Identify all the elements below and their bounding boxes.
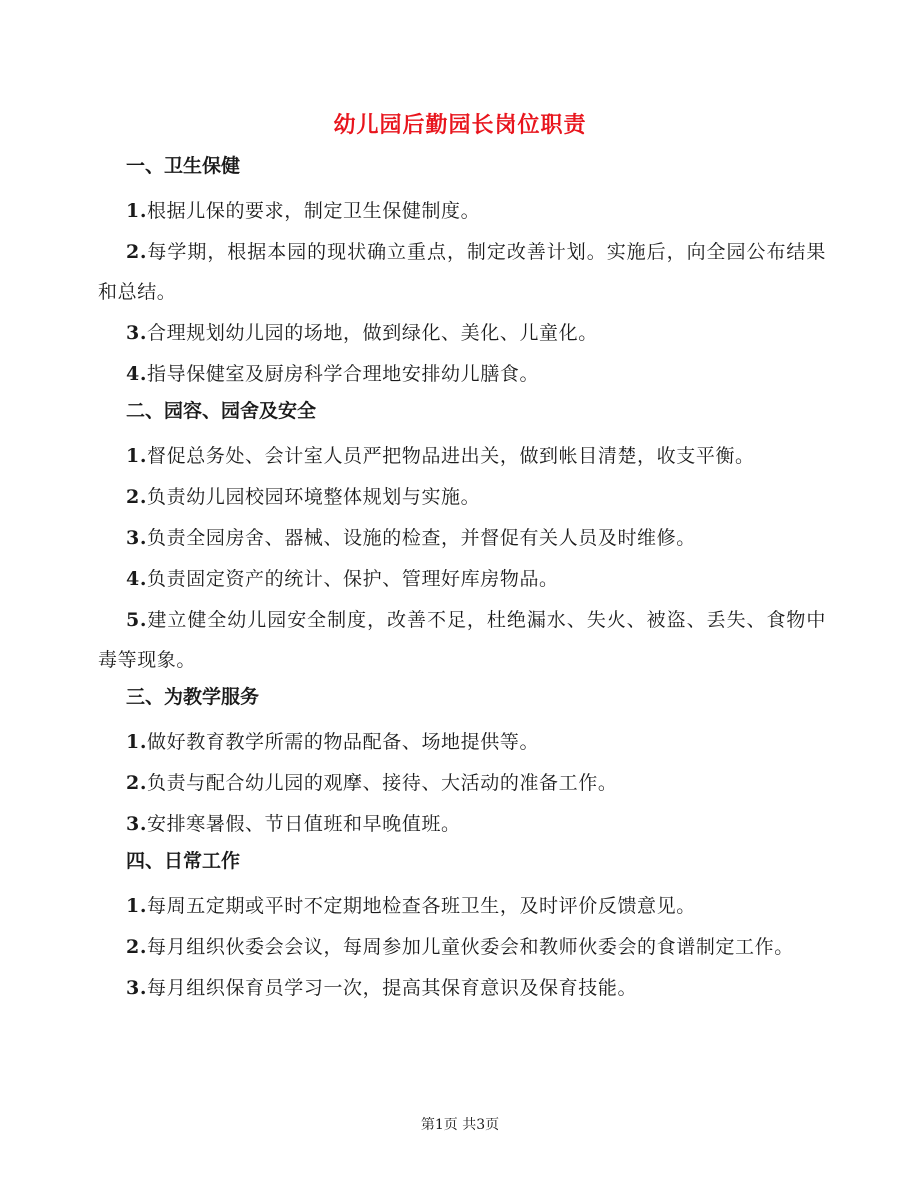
list-item xyxy=(98,559,826,599)
item-number: 3. xyxy=(126,322,148,344)
list-item xyxy=(98,477,826,517)
section-heading-teaching-service: 三、为教学服务 xyxy=(126,686,260,708)
list-item xyxy=(98,600,826,680)
list-item xyxy=(98,232,826,312)
item-text: 根据儿保的要求，制定卫生保健制度。 xyxy=(147,200,481,222)
section-heading-facilities-safety: 二、园容、园舍及安全 xyxy=(126,400,317,422)
item-text: 安排寒暑假、节日值班和早晚值班。 xyxy=(147,813,461,835)
item-text: 负责与配合幼儿园的观摩、接待、大活动的准备工作。 xyxy=(147,772,618,794)
list-item xyxy=(98,722,826,762)
list-item xyxy=(98,191,826,231)
item-text: 指导保健室及厨房科学合理地安排幼儿膳食。 xyxy=(147,363,540,385)
item-number: 2. xyxy=(126,241,148,263)
item-number: 4. xyxy=(126,363,148,385)
item-number: 1. xyxy=(126,895,148,917)
item-number: 2. xyxy=(126,486,148,508)
item-text: 负责全园房舍、器械、设施的检查，并督促有关人员及时维修。 xyxy=(147,527,696,549)
page-title: 幼儿园后勤园长岗位职责 xyxy=(333,112,587,138)
item-text: 做好教育教学所需的物品配备、场地提供等。 xyxy=(147,731,540,753)
item-text: 负责幼儿园校园环境整体规划与实施。 xyxy=(147,486,481,508)
item-number: 3. xyxy=(126,813,148,835)
item-number: 1. xyxy=(126,445,148,467)
list-item xyxy=(98,927,826,967)
item-text: 每学期，根据本园的现状确立重点，制定改善计划。实施后，向全园公布结果和总结。 xyxy=(98,241,826,303)
item-number: 2. xyxy=(126,772,148,794)
item-number: 3. xyxy=(126,527,148,549)
item-number: 5. xyxy=(126,609,148,631)
item-text: 每月组织保育员学习一次，提高其保育意识及保育技能。 xyxy=(147,977,638,999)
item-text: 负责固定资产的统计、保护、管理好库房物品。 xyxy=(147,568,559,590)
item-text: 每周五定期或平时不定期地检查各班卫生，及时评价反馈意见。 xyxy=(147,895,696,917)
list-item xyxy=(98,436,826,476)
item-number: 1. xyxy=(126,731,148,753)
item-number: 2. xyxy=(126,936,148,958)
list-item xyxy=(98,886,826,926)
list-item xyxy=(98,763,826,803)
item-text: 督促总务处、会计室人员严把物品进出关，做到帐目清楚，收支平衡。 xyxy=(147,445,755,467)
list-item xyxy=(98,968,826,1008)
item-text: 合理规划幼儿园的场地，做到绿化、美化、儿童化。 xyxy=(147,322,598,344)
section-heading-hygiene: 一、卫生保健 xyxy=(126,155,241,177)
list-item xyxy=(98,518,826,558)
page-footer: 第1页 共3页 xyxy=(420,1117,500,1133)
list-item xyxy=(98,354,826,394)
list-item xyxy=(98,313,826,353)
section-heading-daily-work: 四、日常工作 xyxy=(126,850,241,872)
item-text: 每月组织伙委会会议，每周参加儿童伙委会和教师伙委会的食谱制定工作。 xyxy=(147,936,794,958)
document-body xyxy=(98,150,826,1009)
item-text: 建立健全幼儿园安全制度，改善不足，杜绝漏水、失火、被盗、丢失、食物中毒等现象。 xyxy=(98,609,826,671)
item-number: 3. xyxy=(126,977,148,999)
item-number: 1. xyxy=(126,200,148,222)
item-number: 4. xyxy=(126,568,148,590)
list-item xyxy=(98,804,826,844)
